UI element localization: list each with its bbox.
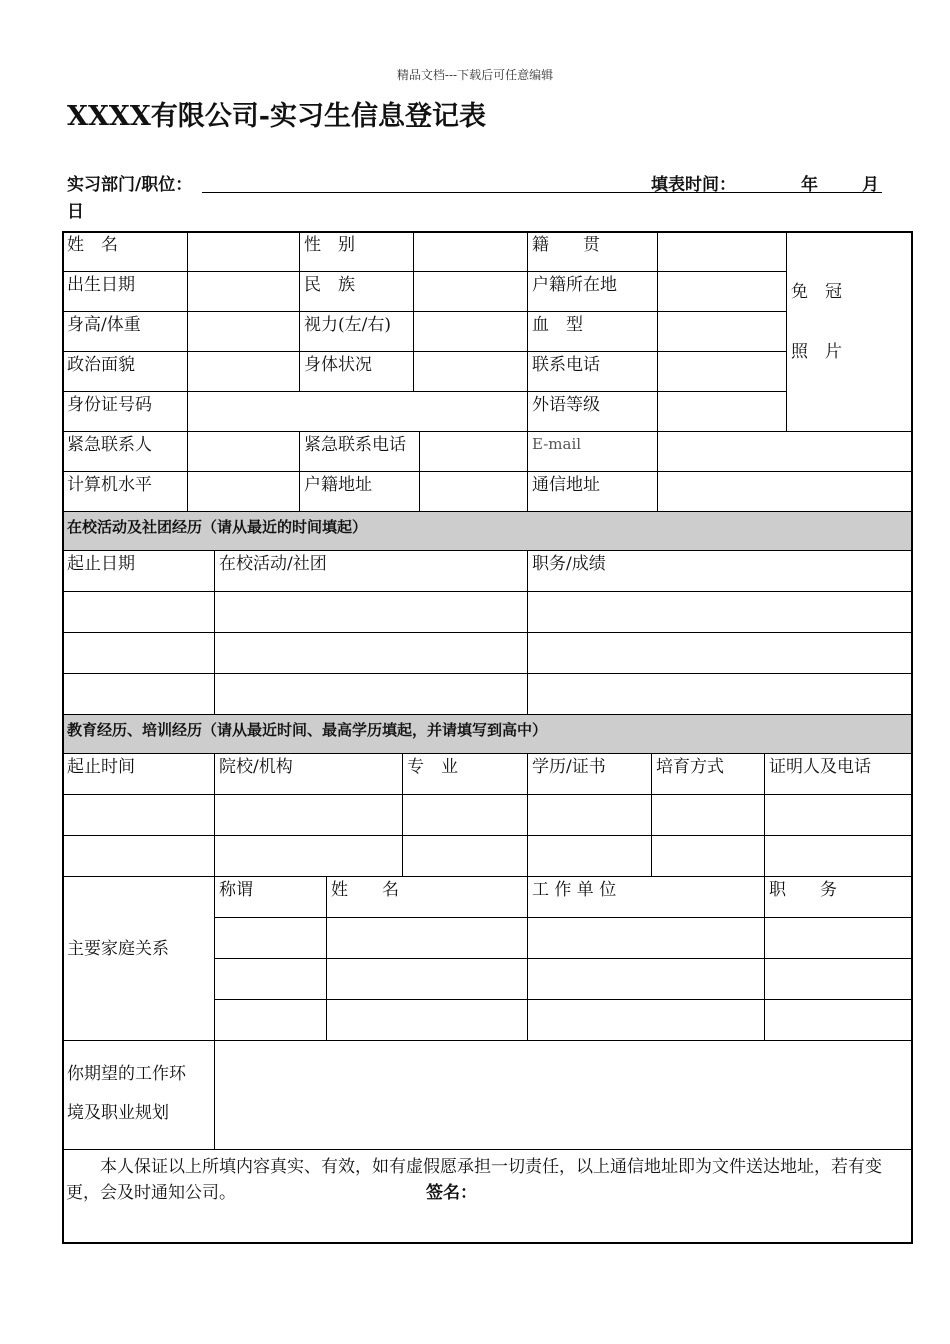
activities-col-role: 职务/成绩 [527, 550, 913, 592]
computer-level-label: 计算机水平 [62, 471, 188, 512]
photo-label-line1: 免 冠 [791, 282, 842, 302]
photo-label-line2: 照 片 [791, 342, 842, 363]
family-position-input[interactable] [764, 917, 913, 959]
vision-input[interactable] [413, 311, 528, 352]
career-label-line1: 你期望的工作环 [67, 1064, 186, 1084]
hukou-address-label: 户籍地址 [299, 471, 420, 512]
day-label: 日 [67, 202, 84, 222]
education-reference-input[interactable] [764, 835, 913, 877]
education-major-input[interactable] [402, 835, 528, 877]
ethnicity-label: 民 族 [299, 271, 414, 312]
activities-activity-input[interactable] [214, 591, 528, 633]
family-name-input[interactable] [326, 958, 528, 1000]
emergency-phone-input[interactable] [419, 431, 528, 472]
activities-section-header: 在校活动及社团经历（请从最近的时间填起） [62, 511, 913, 551]
education-major-input[interactable] [402, 794, 528, 836]
family-employer-input[interactable] [527, 999, 765, 1041]
family-relation-input[interactable] [214, 999, 327, 1041]
education-degree-input[interactable] [527, 835, 652, 877]
family-col-position: 职 务 [764, 876, 913, 918]
fill-time-label: 填表时间： [651, 175, 736, 195]
family-col-relation: 称谓 [214, 876, 327, 918]
id-number-label: 身份证号码 [62, 391, 188, 432]
foreign-language-label: 外语等级 [527, 391, 658, 432]
education-col-reference: 证明人及电话 [764, 753, 913, 795]
political-status-label: 政治面貌 [62, 351, 188, 392]
name-input[interactable] [187, 231, 300, 272]
computer-level-input[interactable] [187, 471, 300, 512]
native-place-input[interactable] [657, 231, 787, 272]
education-col-degree: 学历/证书 [527, 753, 652, 795]
activities-period-input[interactable] [62, 591, 215, 633]
education-col-major: 专 业 [402, 753, 528, 795]
birth-date-input[interactable] [187, 271, 300, 312]
education-col-period: 起止时间 [62, 753, 215, 795]
birth-date-label: 出生日期 [62, 271, 188, 312]
foreign-language-input[interactable] [657, 391, 787, 432]
declaration-box [62, 1149, 913, 1244]
activities-period-input[interactable] [62, 632, 215, 674]
phone-label: 联系电话 [527, 351, 658, 392]
activities-role-input[interactable] [527, 632, 913, 674]
hukou-location-input[interactable] [657, 271, 787, 312]
activities-period-input[interactable] [62, 673, 215, 715]
year-label: 年 [801, 175, 818, 195]
emergency-phone-label: 紧急联系电话 [299, 431, 420, 472]
family-relation-input[interactable] [214, 958, 327, 1000]
month-label: 月 [862, 175, 879, 195]
health-label: 身体状况 [299, 351, 414, 392]
activities-col-period: 起止日期 [62, 550, 215, 592]
hukou-location-label: 户籍所在地 [527, 271, 658, 312]
height-weight-input[interactable] [187, 311, 300, 352]
family-employer-input[interactable] [527, 958, 765, 1000]
family-col-employer: 工 作 单 位 [527, 876, 765, 918]
education-mode-input[interactable] [651, 835, 765, 877]
education-period-input[interactable] [62, 835, 215, 877]
family-name-input[interactable] [326, 917, 528, 959]
career-label [62, 1040, 215, 1150]
name-label: 姓 名 [62, 231, 188, 272]
gender-label: 性 别 [299, 231, 414, 272]
declaration-text: 本人保证以上所填内容真实、有效，如有虚假愿承担一切责任，以上通信地址即为文件送达地址，若有变更，会及时通知公司。 [66, 1157, 882, 1204]
signature-label: 签名： [426, 1183, 477, 1204]
email-label: E-mail [527, 431, 658, 472]
emergency-contact-input[interactable] [187, 431, 300, 472]
family-position-input[interactable] [764, 999, 913, 1041]
family-employer-input[interactable] [527, 917, 765, 959]
health-input[interactable] [413, 351, 528, 392]
department-underline [202, 192, 882, 193]
page-title: XXXX有限公司-实习生信息登记表 [67, 101, 487, 132]
family-relation-input[interactable] [214, 917, 327, 959]
family-label: 主要家庭关系 [62, 876, 215, 1041]
blood-type-input[interactable] [657, 311, 787, 352]
education-school-input[interactable] [214, 835, 403, 877]
activities-activity-input[interactable] [214, 673, 528, 715]
activities-role-input[interactable] [527, 591, 913, 633]
education-school-input[interactable] [214, 794, 403, 836]
mailing-address-label: 通信地址 [527, 471, 658, 512]
mailing-address-input[interactable] [657, 471, 913, 512]
family-name-input[interactable] [326, 999, 528, 1041]
photo-box[interactable] [786, 231, 913, 432]
department-label: 实习部门/职位： [67, 175, 193, 195]
activities-col-activity: 在校活动/社团 [214, 550, 528, 592]
education-section-header: 教育经历、培训经历（请从最近时间、最高学历填起，并请填写到高中） [62, 714, 913, 754]
email-input[interactable] [657, 431, 913, 472]
activities-activity-input[interactable] [214, 632, 528, 674]
phone-input[interactable] [657, 351, 787, 392]
emergency-contact-label: 紧急联系人 [62, 431, 188, 472]
political-status-input[interactable] [187, 351, 300, 392]
education-col-mode: 培育方式 [651, 753, 765, 795]
native-place-label: 籍 贯 [527, 231, 658, 272]
vision-label: 视力(左/右) [299, 311, 414, 352]
activities-role-input[interactable] [527, 673, 913, 715]
education-reference-input[interactable] [764, 794, 913, 836]
education-degree-input[interactable] [527, 794, 652, 836]
ethnicity-input[interactable] [413, 271, 528, 312]
family-position-input[interactable] [764, 958, 913, 1000]
watermark: 精品文档---下载后可任意编辑 [396, 68, 554, 82]
career-label-line2: 境及职业规划 [67, 1103, 169, 1124]
height-weight-label: 身高/体重 [62, 311, 188, 352]
education-mode-input[interactable] [651, 794, 765, 836]
career-plan-input[interactable] [214, 1040, 913, 1150]
education-col-school: 院校/机构 [214, 753, 403, 795]
blood-type-label: 血 型 [527, 311, 658, 352]
gender-input[interactable] [413, 231, 528, 272]
id-number-input[interactable] [187, 391, 528, 432]
education-period-input[interactable] [62, 794, 215, 836]
hukou-address-input[interactable] [419, 471, 528, 512]
family-col-name: 姓 名 [326, 876, 528, 918]
